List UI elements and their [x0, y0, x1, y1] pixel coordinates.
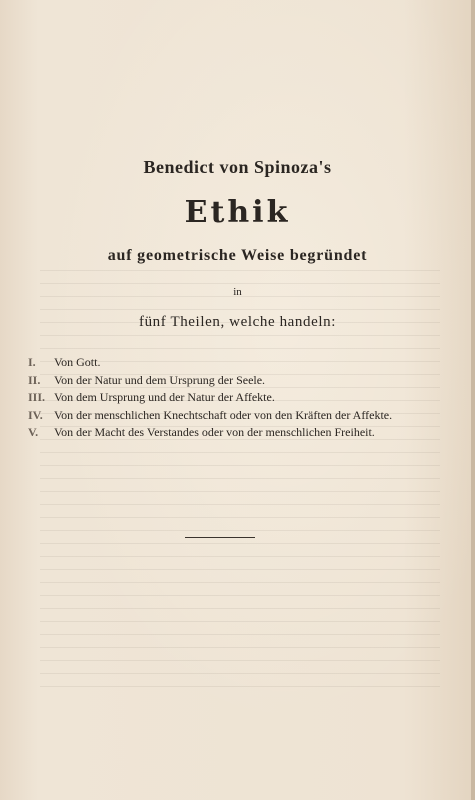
part-numeral: II.: [28, 372, 41, 387]
part-text: Von der Macht des Verstandes oder von der menschlichen Freiheit.: [54, 425, 375, 439]
part-item: [28, 372, 408, 390]
page-edge: [471, 0, 475, 800]
part-item: [28, 407, 408, 425]
parts-intro: fünf Theilen, welche handeln:: [138, 314, 337, 330]
part-text: Von Gott.: [54, 355, 101, 369]
part-numeral: V.: [28, 425, 39, 439]
part-item: [28, 389, 408, 407]
part-item: [28, 354, 408, 372]
part-text: Von der menschlichen Knechtschaft oder von den Kräften der Affekte.: [54, 407, 393, 422]
author-title: Benedict von Spinoza's: [143, 157, 332, 177]
part-numeral: IV.: [28, 407, 43, 422]
part-numeral: I.: [28, 355, 36, 369]
book-title: Ethik: [184, 195, 291, 230]
part-item: [28, 424, 408, 442]
connector-word: in: [233, 286, 242, 298]
part-numeral: III.: [28, 390, 46, 404]
divider-rule: [185, 537, 255, 538]
part-text: Von dem Ursprung und der Natur der Affekte.: [54, 390, 275, 404]
bleed-through-text: [40, 270, 440, 690]
book-subtitle: auf geometrische Weise begründet: [107, 247, 368, 264]
parts-list: [28, 354, 408, 442]
part-text: Von der Natur und dem Ursprung der Seele.: [54, 372, 266, 387]
